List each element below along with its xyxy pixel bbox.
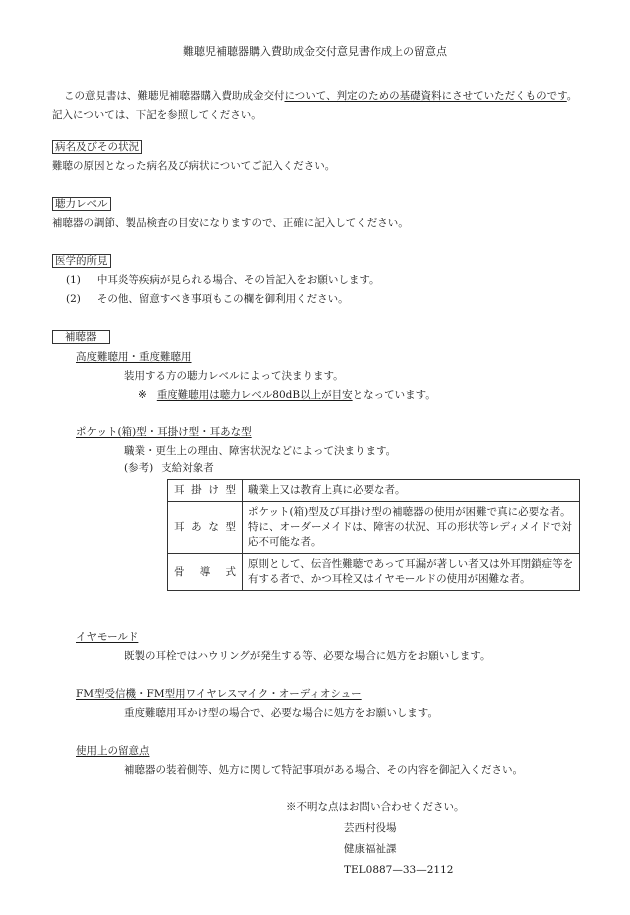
hearing-level-text: 補聴器の調節、製品検査の目安になりますので、正確に記入してください。: [52, 217, 409, 229]
footer-department: 健康福祉課: [344, 843, 397, 855]
table-cell-type: 耳あな型: [168, 502, 243, 554]
eligibility-table: [167, 479, 580, 591]
table-cell-desc: 職業上又は教育上真に必要な者。: [243, 480, 580, 502]
fm-heading: FM型受信機・FM型用ワイヤレスマイク・オーディオシュー: [76, 688, 362, 700]
earmold-heading: イヤモールド: [76, 631, 139, 643]
table-cell-desc: ポケット(箱)型及び耳掛け型の補聴器の使用が困難で真に必要な者。特に、オーダーメイドは、障害の状況、耳の形状等レディメイドで対応不可能な者。: [243, 502, 580, 554]
table-cell-desc: 原則として、伝音性難聴であって耳漏が著しい者又は外耳閉鎖症等を有する者で、かつ耳栓又はイヤモールドの使用が困難な者。: [243, 554, 580, 591]
earmold-text: 既製の耳栓ではハウリングが発生する等、必要な場合に処方をお願いします。: [124, 650, 491, 662]
table-cell-type: 耳掛け型: [168, 480, 243, 502]
table-cell-type: 骨導式: [168, 554, 243, 591]
fm-text: 重度難聴用耳かけ型の場合で、必要な場合に処方をお願いします。: [124, 707, 438, 719]
table-row: [168, 502, 580, 554]
high-severe-heading: 高度難聴用・重度難聴用: [76, 351, 192, 363]
disease-text: 難聴の原因となった病名及び病状についてご記入ください。: [52, 160, 336, 172]
usage-text: 補聴器の装着側等、処方に関して特記事項がある場合、その内容を御記入ください。: [124, 764, 523, 776]
medical-heading-box: [52, 254, 111, 270]
usage-heading: 使用上の留意点: [76, 745, 150, 757]
pocket-reference: [124, 461, 214, 477]
hearing-level-heading: 聴力レベル: [52, 197, 111, 211]
disease-heading-box: [52, 140, 142, 156]
medical-item-text: 中耳炎等疾病が見られる場合、その旨記入をお願いします。: [96, 274, 380, 286]
medical-item-text: その他、留意すべき事項もこの欄を御利用ください。: [96, 293, 349, 305]
reference-label: (参考): [124, 462, 154, 474]
note-tail: となっています。: [352, 389, 436, 401]
intro-lead: この意見書は、難聴児補聴器購入費助成金交付: [64, 90, 285, 102]
footer-note: ※不明な点はお問い合わせください。: [286, 801, 465, 813]
footer-tel: TEL0887—33—2112: [344, 864, 454, 876]
high-severe-note: [138, 388, 436, 404]
hearing-aid-heading-box: [52, 330, 110, 346]
reference-title: 支給対象者: [161, 462, 214, 474]
medical-item: [66, 273, 380, 289]
intro-underlined: について、判定のための基礎資料にさせていただくものです: [284, 90, 567, 102]
table-row: [168, 554, 580, 591]
hearing-aid-heading: 補聴器: [52, 330, 110, 344]
intro-tail: 。記入については、下記を参照してください。: [52, 90, 578, 121]
pocket-heading: ポケット(箱)型・耳掛け型・耳あな型: [76, 426, 252, 438]
hearing-level-heading-box: [52, 197, 111, 213]
medical-item-num: (1): [66, 274, 81, 286]
note-mark: ※: [138, 389, 147, 401]
disease-heading: 病名及びその状況: [52, 140, 142, 154]
document-title: 難聴児補聴器購入費助成金交付意見書作成上の留意点: [183, 45, 447, 58]
medical-item-num: (2): [66, 293, 81, 305]
pocket-text: 職業・更生上の理由、障害状況などによって決まります。: [124, 445, 397, 457]
table-row: [168, 480, 580, 502]
high-severe-text: 装用する方の聴力レベルによって決まります。: [124, 370, 344, 382]
note-underlined: 重度難聴用は聴力レベル80dB以上が目安: [156, 389, 353, 401]
medical-heading: 医学的所見: [52, 254, 111, 268]
intro-paragraph: [52, 87, 582, 125]
medical-item: [66, 292, 349, 308]
footer-office: 芸西村役場: [344, 822, 397, 834]
